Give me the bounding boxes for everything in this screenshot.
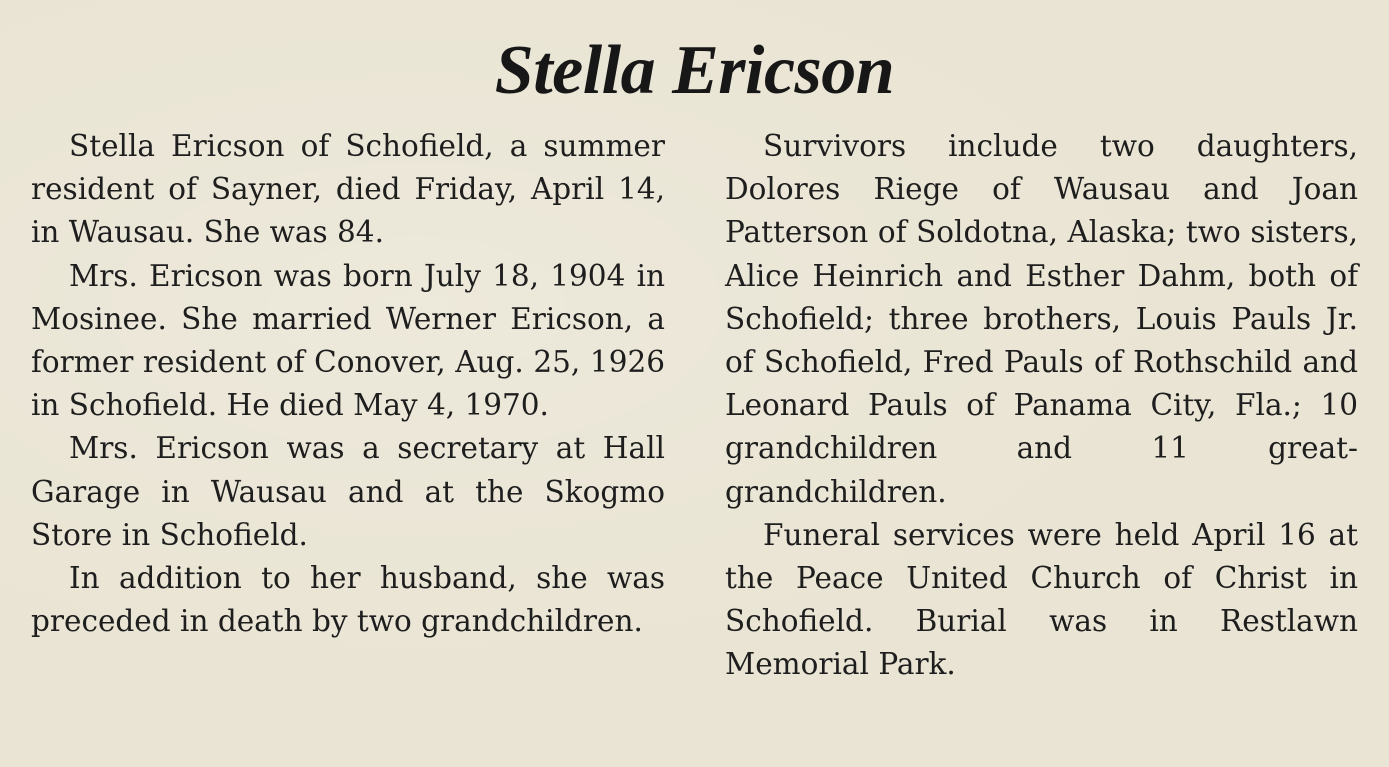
paragraph-survivors: Survivors include two daughters, Dolores Riege of Wausau and Joan Patterson of Soldotna, Alaska; two sisters, Alice Heinrich and Esther Dahm, both of Schofield; three brothers, Louis Pauls Jr. of Schofield, Fred Pauls of Rothschild and Leonard Pauls of Panama City, Fla.; 10 grandchildren and 11 great-grandchildren. [725, 129, 1358, 509]
left-column [31, 125, 665, 643]
right-column [725, 125, 1358, 687]
paragraph-death-notice: Stella Ericson of Schofield, a summer resident of Sayner, died Friday, April 14, in Wausau. She was 84. [31, 129, 665, 250]
paragraph-preceded-in-death: In addition to her husband, she was preceded in death by two grandchildren. [31, 561, 665, 639]
paragraph-career: Mrs. Ericson was a secretary at Hall Garage in Wausau and at the Skogmo Store in Schofield. [31, 431, 665, 552]
paragraph-birth-marriage: Mrs. Ericson was born July 18, 1904 in Mosinee. She married Werner Ericson, a former resident of Conover, Aug. 25, 1926 in Schofield. He died May 4, 1970. [31, 258, 665, 423]
paragraph-funeral-services: Funeral services were held April 16 at the Peace United Church of Christ in Schofield. Burial was in Restlawn Memorial Park. [725, 517, 1358, 682]
obituary-headline: Stella Ericson [494, 32, 895, 109]
